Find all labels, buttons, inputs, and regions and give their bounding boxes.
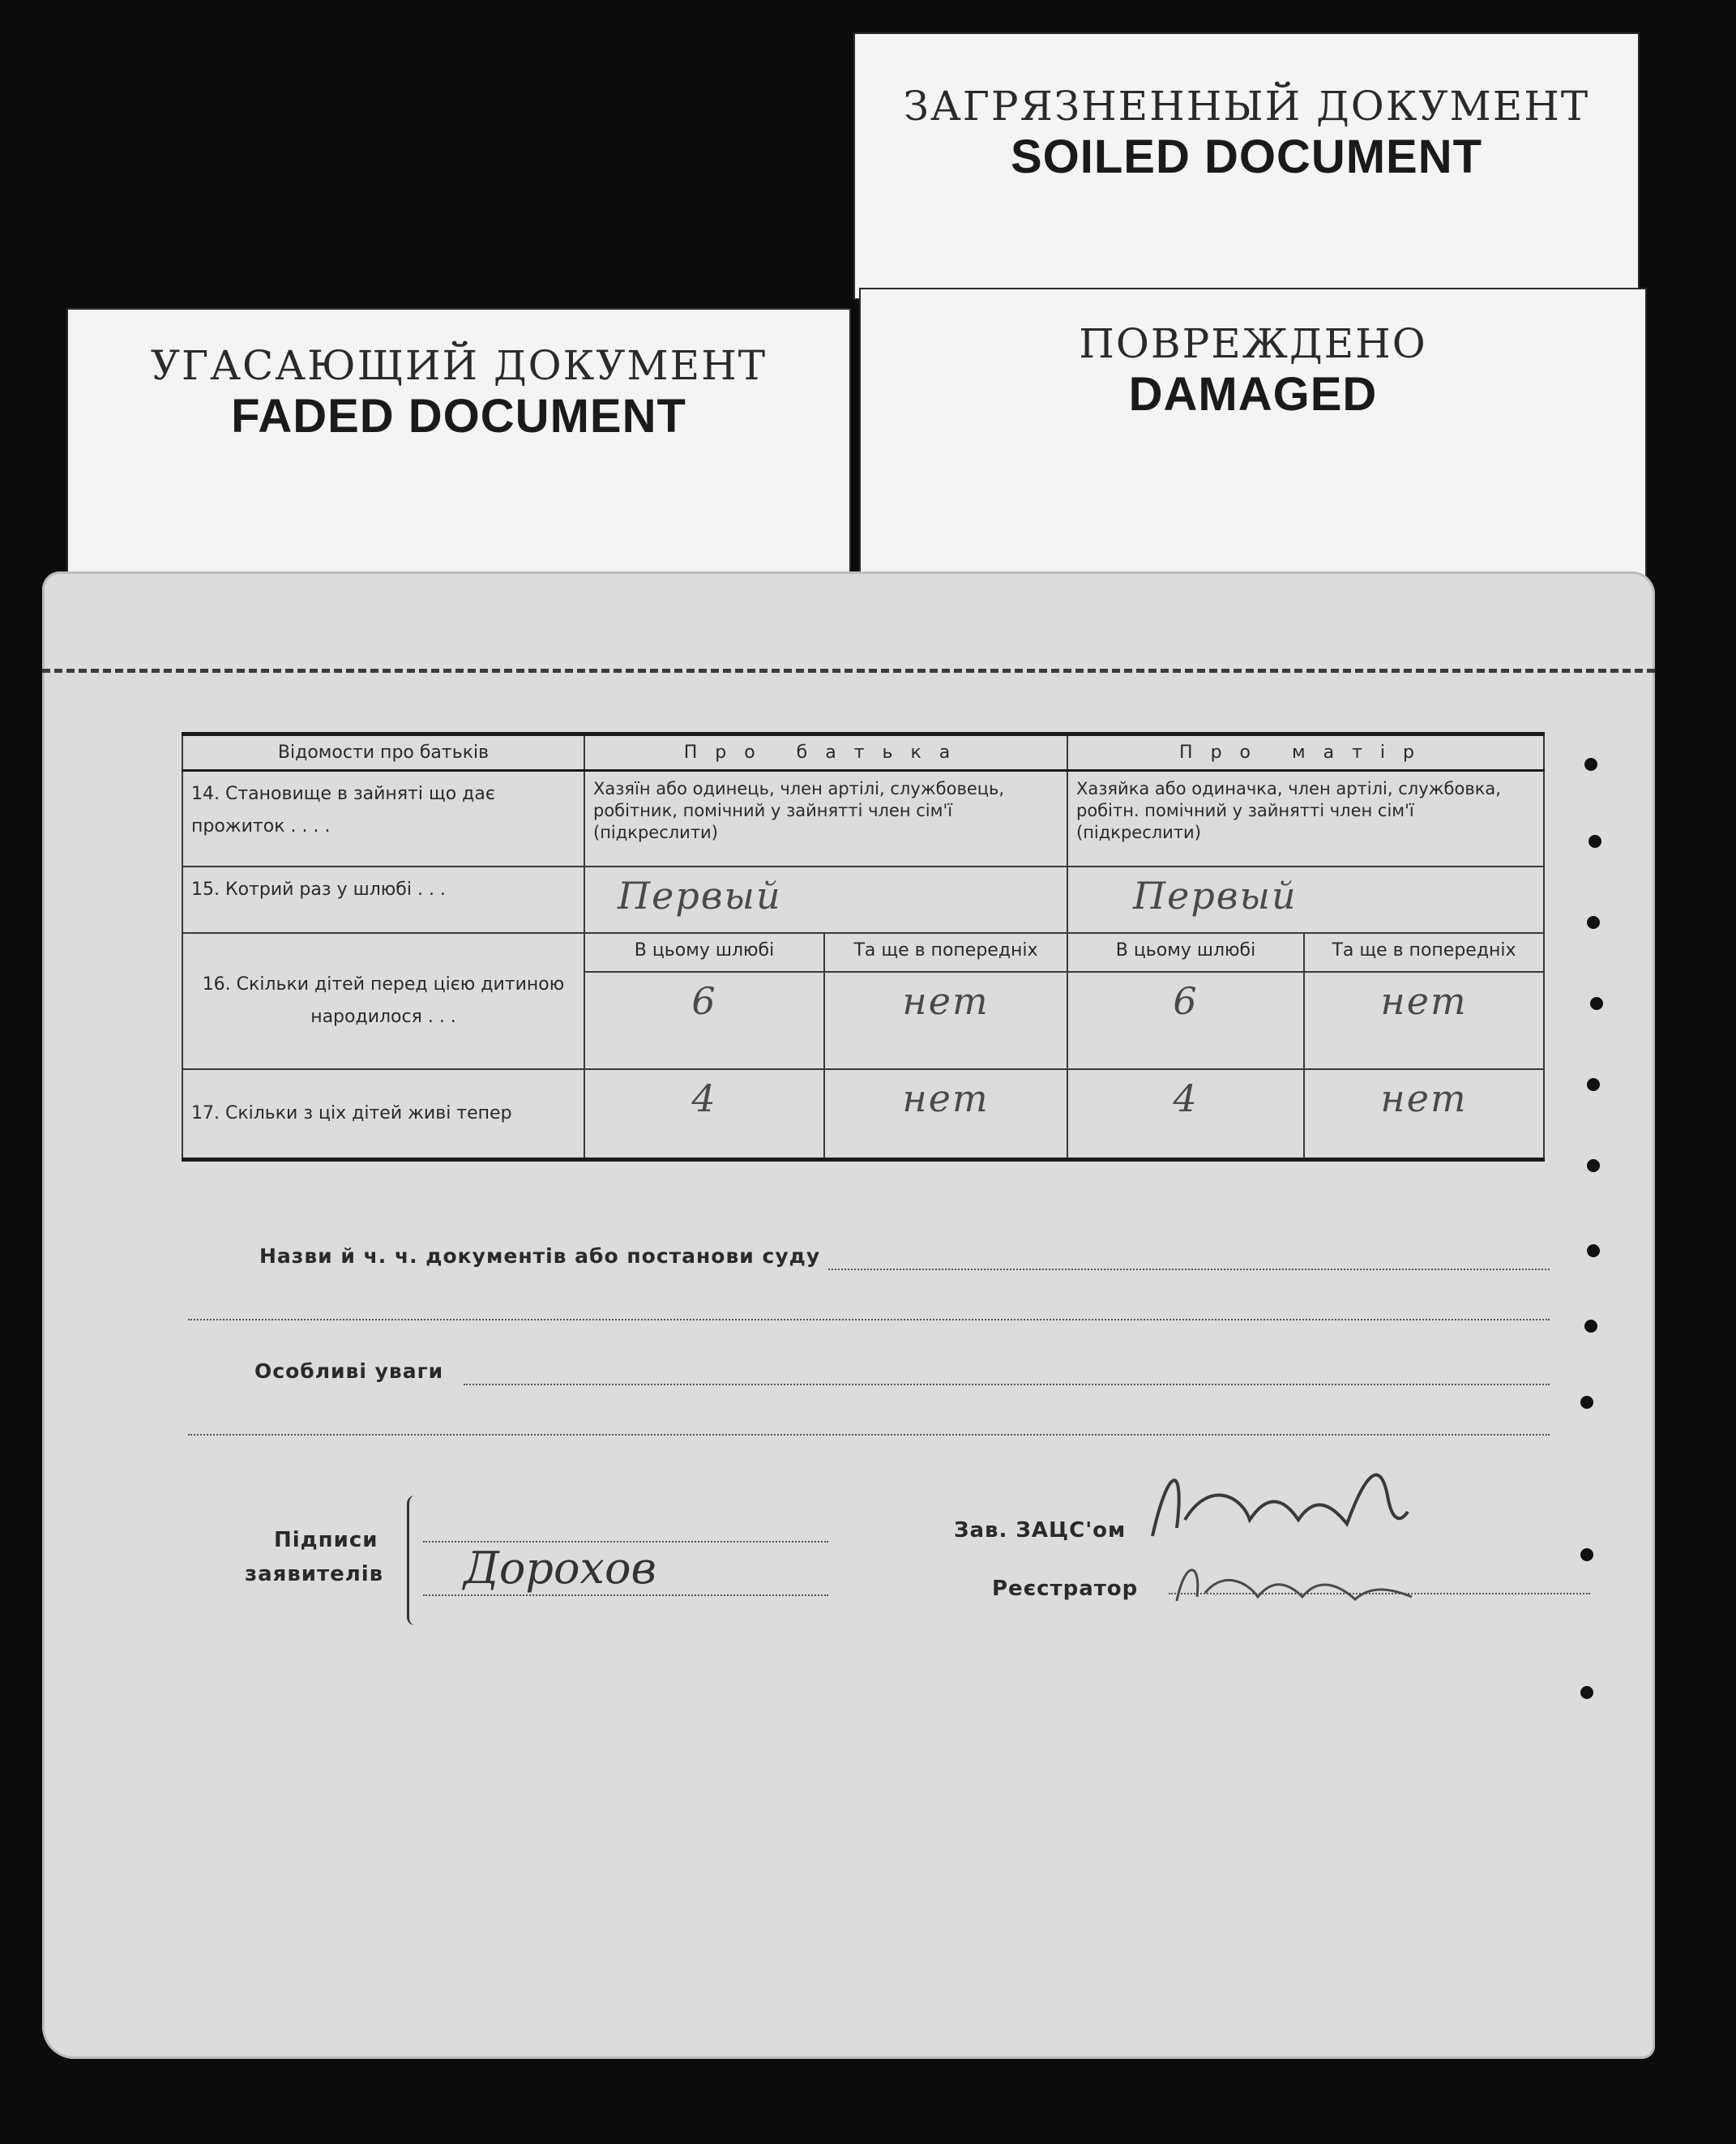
remarks-dotline-2	[188, 1434, 1550, 1436]
table-row	[182, 771, 1544, 867]
binding-hole	[1580, 1548, 1593, 1561]
remarks-dotline	[464, 1384, 1550, 1385]
binding-hole	[1587, 1078, 1600, 1091]
table-header-row	[182, 734, 1544, 771]
damaged-card-ru: ПОВРЕЖДЕНО	[1079, 320, 1427, 367]
binding-hole	[1587, 916, 1600, 929]
row17-label: 17. Скільки з ціх дітей живі тепер	[182, 1069, 584, 1160]
remarks-label: Особливі уваги	[254, 1359, 444, 1383]
table-row	[182, 1069, 1544, 1160]
row17-father-prev: нет	[824, 1069, 1067, 1160]
header-father: Про батька	[584, 734, 1067, 771]
row16-mother-prev: нет	[1304, 972, 1544, 1069]
row17-father-this: 4	[584, 1069, 824, 1160]
binding-hole	[1587, 1244, 1600, 1257]
row14-label: 14. Становище в зайняті що дає прожиток . . . .	[182, 771, 584, 867]
sub-mother-prev: Та ще в попередніх	[1304, 933, 1544, 972]
table-row	[182, 867, 1544, 933]
binding-hole	[1584, 1320, 1597, 1333]
row16-mother-this: 6	[1067, 972, 1304, 1069]
binding-hole	[1587, 1159, 1600, 1172]
subheader-row	[182, 933, 1544, 972]
sub-mother-this: В цьому шлюбі	[1067, 933, 1304, 972]
applicants-label-2: заявителів	[245, 1562, 384, 1586]
header-mother: Про матір	[1067, 734, 1544, 771]
row14-mother: Хазяйка або одиначка, член артілі, службовка, робітн. помічний у зайнятті член сім'ї (підкреслити)	[1067, 771, 1544, 867]
damaged-card-en: DAMAGED	[1128, 368, 1378, 421]
row17-mother-prev: нет	[1304, 1069, 1544, 1160]
faded-card-ru: УГАСАЮЩИЙ ДОКУМЕНТ	[150, 342, 768, 389]
row17-mother-this: 4	[1067, 1069, 1304, 1160]
soiled-card-en: SOILED DOCUMENT	[1010, 131, 1483, 183]
soiled-document-card	[853, 32, 1640, 300]
soiled-card-ru: ЗАГРЯЗНЕННЫЙ ДОКУМЕНТ	[903, 83, 1590, 130]
applicant-dotline-2	[423, 1594, 828, 1596]
faded-card-en: FADED DOCUMENT	[231, 390, 686, 443]
binding-hole	[1580, 1686, 1593, 1699]
applicants-label-1: Підписи	[274, 1528, 378, 1552]
header-info: Відомости про батьків	[182, 734, 584, 771]
binding-hole	[1588, 835, 1601, 848]
sub-father-prev: Та ще в попередніх	[824, 933, 1067, 972]
registrar-label: Реєстратор	[992, 1577, 1139, 1601]
applicant-signature: Дорохов	[464, 1543, 656, 1594]
perforation-line	[42, 669, 1655, 673]
registrar-signature-mark	[1169, 1552, 1436, 1617]
sub-father-this: В цьому шлюбі	[584, 933, 824, 972]
row16-father-this: 6	[584, 972, 824, 1069]
documents-dotline	[828, 1269, 1550, 1270]
head-signature-mark	[1144, 1447, 1412, 1552]
row15-mother: Первый	[1067, 867, 1544, 933]
signatures-brace	[407, 1496, 421, 1625]
row14-father: Хазяїн або одинець, член артілі, службовець, робітник, помічний у зайнятті член сім'ї (підкреслити)	[584, 771, 1067, 867]
row16-label: 16. Скільки дітей перед цією дитиною народилося . . .	[182, 933, 584, 1069]
faded-document-card	[66, 308, 851, 584]
row16-father-prev: нет	[824, 972, 1067, 1069]
binding-hole	[1580, 1396, 1593, 1409]
binding-hole	[1590, 997, 1603, 1010]
documents-dotline-2	[188, 1319, 1550, 1320]
row15-father: Первый	[584, 867, 1067, 933]
damaged-document-card	[859, 288, 1647, 580]
binding-hole	[1584, 758, 1597, 771]
head-label: Зав. ЗАЦС'ом	[954, 1518, 1127, 1543]
row15-label: 15. Котрий раз у шлюбі . . .	[182, 867, 584, 933]
parents-info-table	[182, 732, 1545, 1162]
form-page	[42, 571, 1655, 2059]
documents-label: Назви й ч. ч. документів або постанови суду	[259, 1244, 821, 1268]
